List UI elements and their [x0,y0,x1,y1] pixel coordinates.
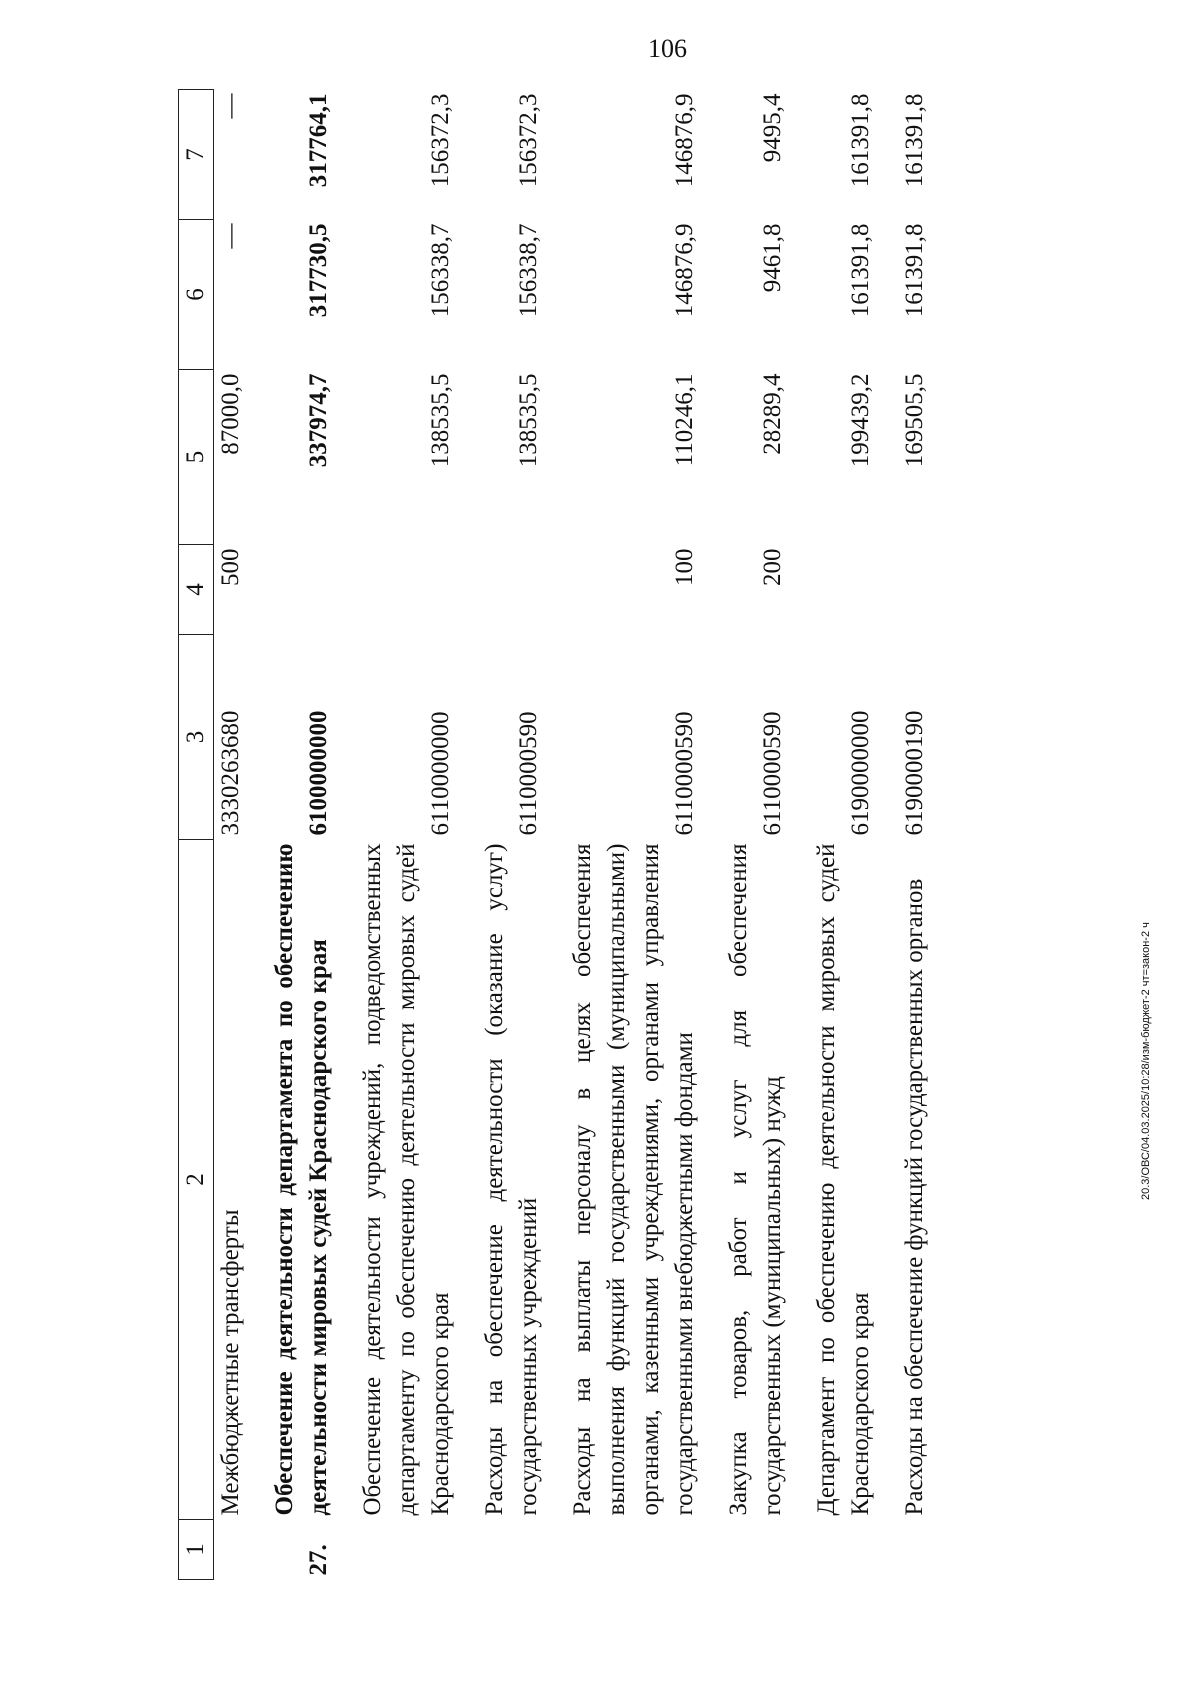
row-index [214,1520,261,1580]
column-header: 4 [179,545,214,635]
row-index: 27. [305,1544,332,1576]
budget-table [178,89,944,1580]
table-row [890,90,944,1580]
row-code: 6110000590 [515,711,542,836]
row-index [714,1520,802,1580]
row-expense-type [890,545,944,635]
row-value-6: — [217,223,244,249]
row-index [348,1520,470,1580]
row-index [558,1520,714,1580]
row-index [802,1520,890,1580]
footer-note: 20.3/ОВС/04.03.2025/10:28/изм-бюджет-2 чт=закон-2 ч [1140,922,1152,1200]
column-header: 1 [179,1520,214,1580]
row-value-5: 138535,5 [427,373,454,468]
row-value-7: 161391,8 [901,93,928,188]
column-header: 5 [179,370,214,545]
page-number: 106 [648,34,687,63]
column-header: 3 [179,635,214,840]
row-code: 3330263680 [217,710,244,836]
row-value-7: 156372,3 [515,93,542,188]
table-row [214,90,261,1580]
row-expense-type [802,545,890,635]
row-value-6: 9461,8 [759,223,786,293]
row-value-5: 110246,1 [671,373,698,467]
row-index [890,1520,944,1580]
row-name: Расходы на обеспечение функций государственных органов [901,878,928,1516]
row-name: Обеспечение деятельности учреждений, подведомственных департаменту по обеспечению деятельности мировых судей Краснодарского края [359,843,454,1516]
row-value-7: 317764,1 [305,93,332,188]
row-value-6: 156338,7 [427,223,454,318]
row-value-6: 317730,5 [305,223,332,318]
table-row [348,90,470,1580]
row-code: 6100000000 [305,710,332,836]
row-name: Расходы на обеспечение деятельности (оказание услуг) государственных учреждений [481,843,542,1516]
row-expense-type: 100 [671,548,698,586]
row-expense-type [260,545,348,635]
row-code: 6110000000 [427,711,454,836]
row-expense-type: 200 [759,548,786,586]
row-name: Обеспечение деятельности департамента по обеспечению деятельности мировых судей Краснодарского края [271,843,332,1516]
row-expense-type [470,545,558,635]
table-row [470,90,558,1580]
table-row [558,90,714,1580]
row-value-5: 87000,0 [217,373,244,455]
row-value-7: — [217,93,244,119]
table-row [802,90,890,1580]
row-name: Расходы на выплаты персоналу в целях обеспечения выполнения функций государственными (муниципальными) органами, казенными учреждениями, органами управления государственными внебюджетными фондами [569,843,698,1516]
row-value-5: 138535,5 [515,373,542,468]
row-value-5: 337974,7 [305,373,332,468]
row-name: Межбюджетные трансферты [217,1209,244,1516]
rotated-table-container [178,90,1138,1580]
row-value-6: 156338,7 [515,223,542,318]
row-value-5: 169505,5 [901,373,928,468]
table-row [714,90,802,1580]
row-value-7: 156372,3 [427,93,454,188]
row-value-6: 161391,8 [901,223,928,318]
column-header: 7 [179,90,214,220]
row-name: Закупка товаров, работ и услуг для обеспечения государственных (муниципальных) нужд [725,843,786,1516]
row-value-7: 146876,9 [671,93,698,188]
row-code: 6190000000 [847,710,874,836]
row-code: 6110000590 [759,711,786,836]
row-code: 6110000590 [671,711,698,836]
row-index [470,1520,558,1580]
row-value-7: 9495,4 [759,93,786,163]
column-header: 6 [179,220,214,370]
table-header-row [179,90,214,1580]
column-header: 2 [179,840,214,1520]
table-row [260,90,348,1580]
row-expense-type: 500 [217,548,244,586]
row-expense-type [348,545,470,635]
row-code: 6190000190 [901,710,928,836]
row-value-7: 161391,8 [847,93,874,188]
row-value-5: 199439,2 [847,373,874,468]
row-value-5: 28289,4 [759,373,786,455]
row-name: Департамент по обеспечению деятельности мировых судей Краснодарского края [813,843,874,1516]
row-value-6: 161391,8 [847,223,874,318]
row-value-6: 146876,9 [671,223,698,318]
